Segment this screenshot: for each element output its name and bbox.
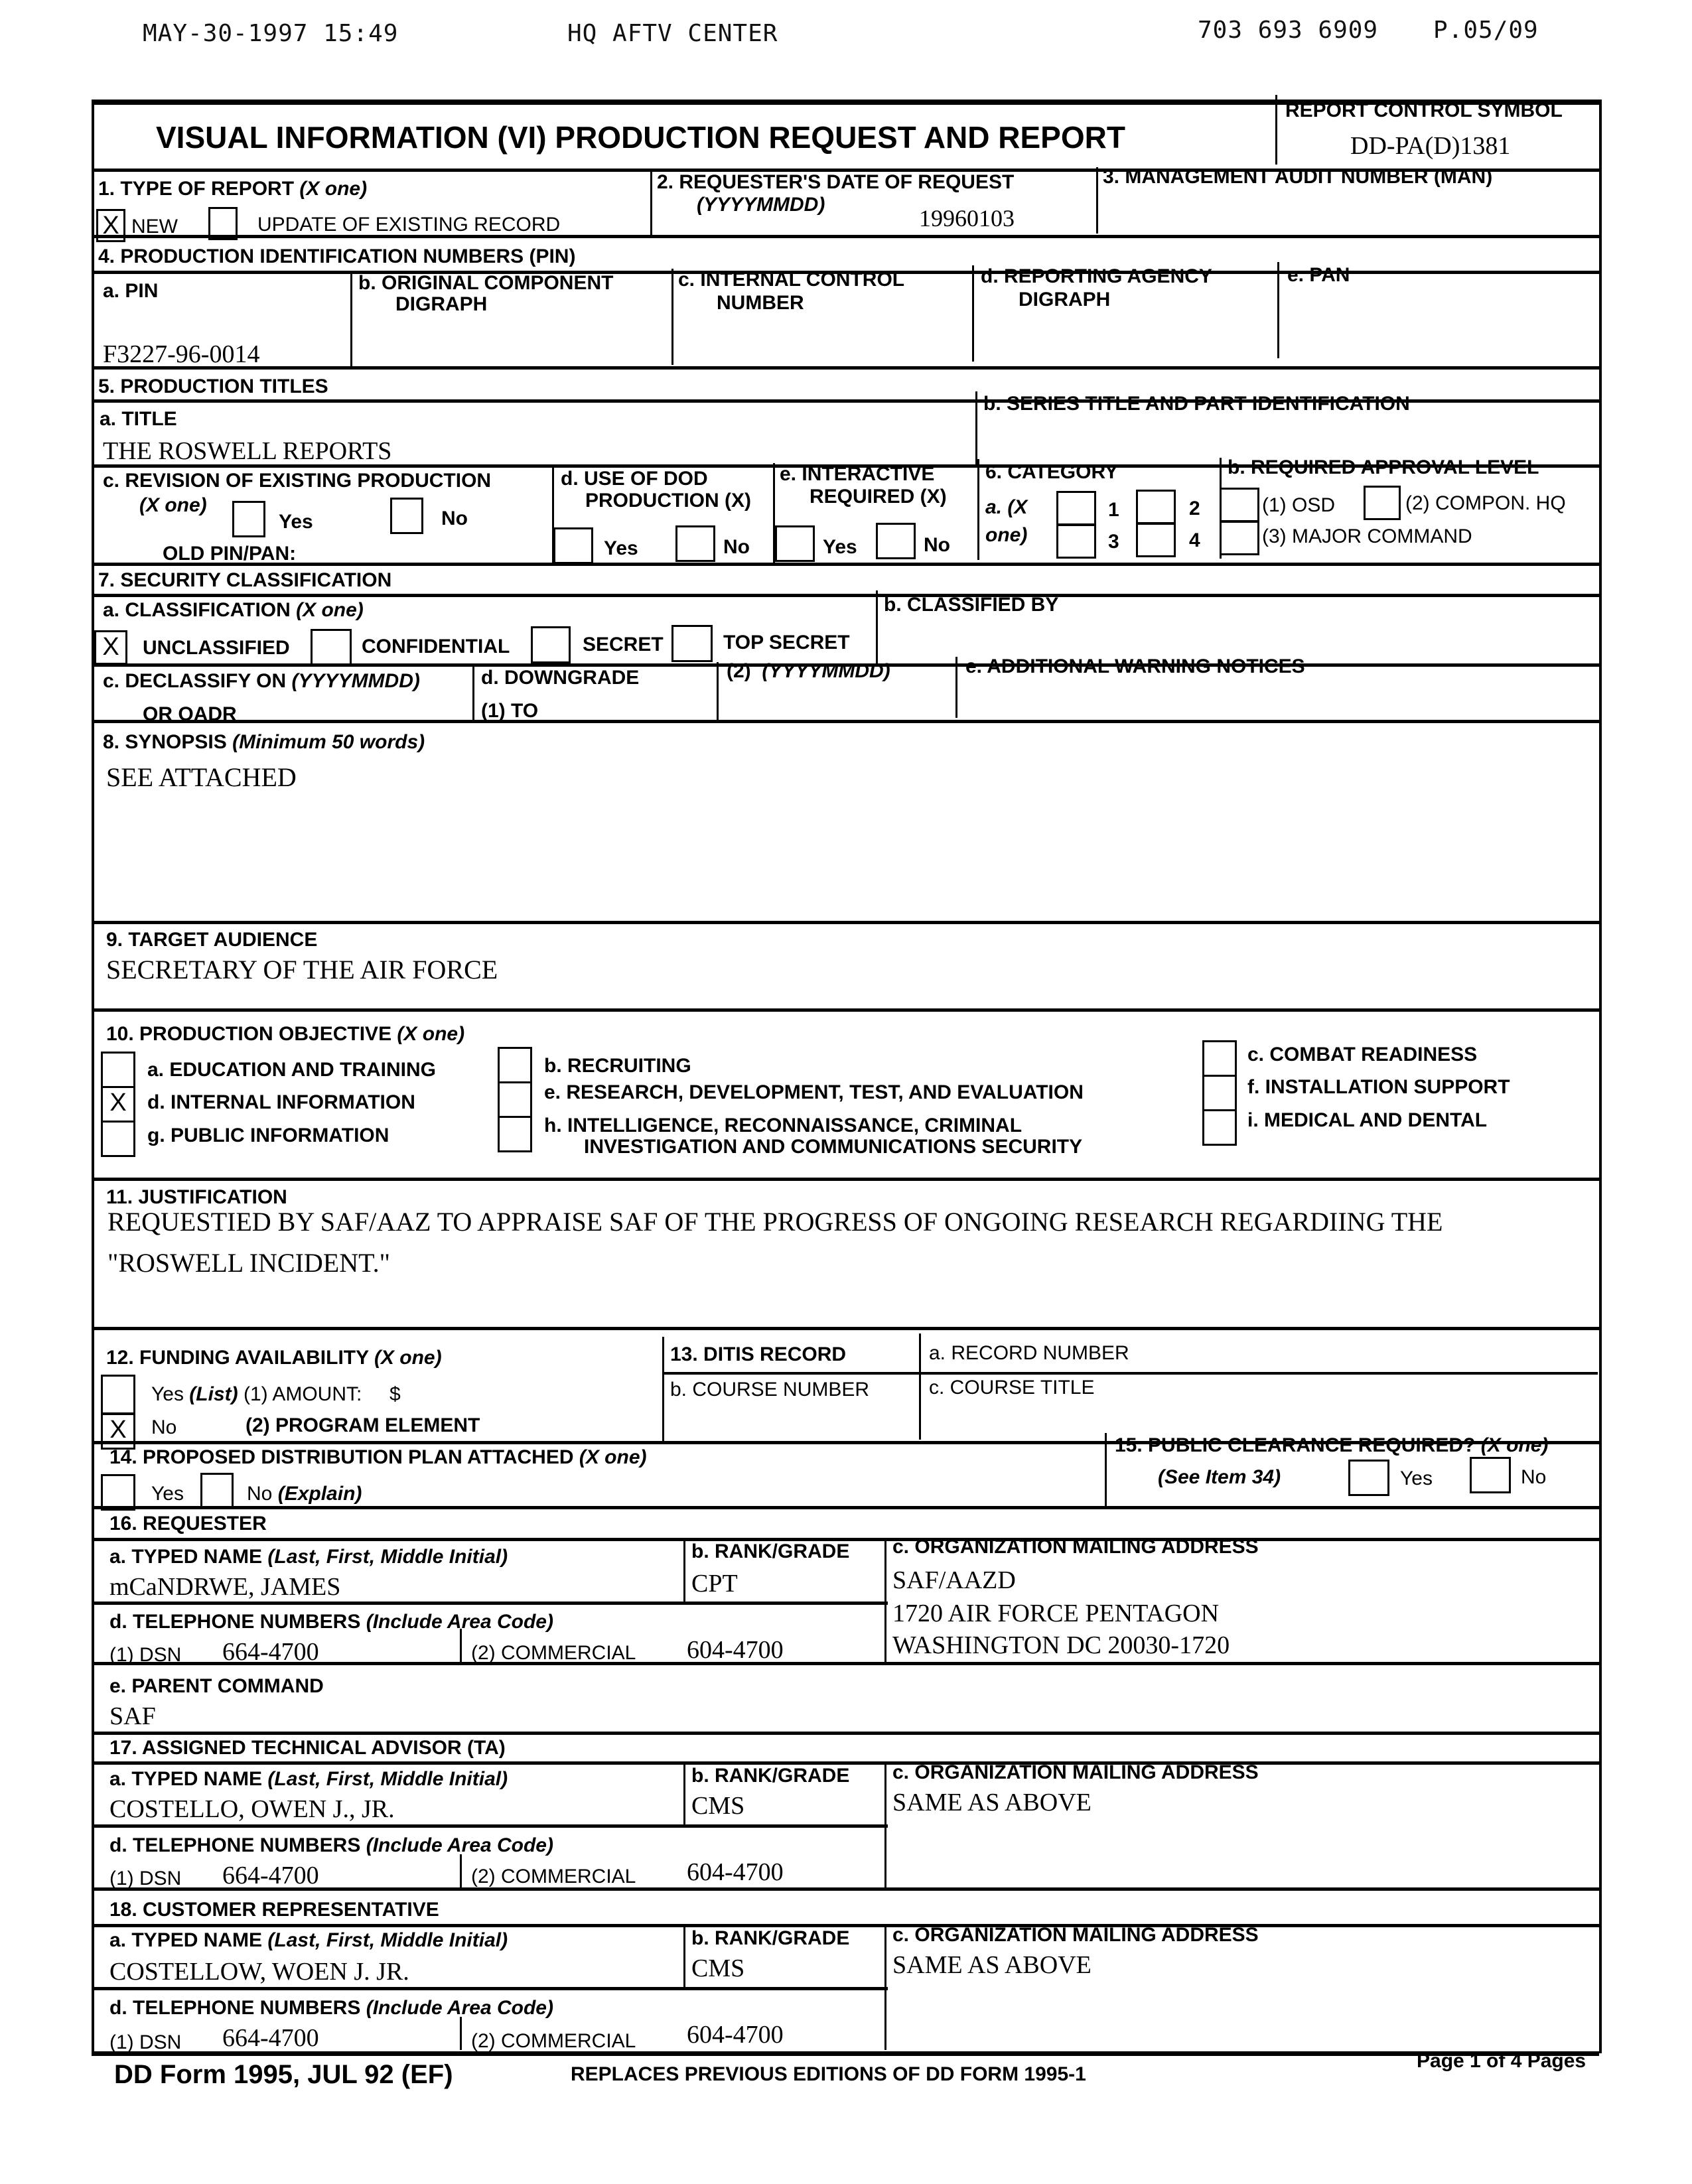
rule [92,921,1599,924]
revision-yes-label: Yes [279,511,313,533]
item2-hint: (YYYYMMDD) [697,194,825,216]
unclassified-checkbox[interactable]: X [94,630,127,665]
item4c-label-2: NUMBER [717,292,804,314]
item8-label [103,731,425,753]
form-title: VISUAL INFORMATION (VI) PRODUCTION REQUEST AND REPORT [156,120,1125,155]
divider [671,269,673,365]
item18d-hint: (Include Area Code) [366,1997,553,2019]
interactive-no-label: No [924,534,950,556]
rule [92,1662,1599,1665]
report-control-symbol: DD-PA(D)1381 [1350,132,1511,160]
item15-see: (See Item 34) [1158,1466,1281,1488]
divider [884,1761,886,1887]
rule [92,1178,1599,1181]
item7d2-hint: (YYYYMMDD) [762,660,890,682]
item15-label [1115,1434,1548,1456]
divider [1277,262,1279,358]
item4c-label: c. INTERNAL CONTROL [678,269,905,291]
funding-yes-hint: (List) [189,1383,238,1405]
ta-rank-field[interactable]: CMS [691,1792,745,1820]
requester-address-line-2[interactable]: 1720 AIR FORCE PENTAGON [892,1600,1220,1627]
objective-g-label: g. PUBLIC INFORMATION [147,1125,389,1146]
update-label: UPDATE OF EXISTING RECORD [257,214,561,236]
page-indicator: Page 1 of 4 Pages [1417,2050,1586,2072]
revision-yes-checkbox[interactable] [232,501,265,537]
item3-label: 3. MANAGEMENT AUDIT NUMBER (MAN) [1103,166,1493,188]
objective-h-checkbox[interactable] [498,1116,532,1152]
item5a-label: a. TITLE [100,408,177,430]
item6b-label: b. REQUIRED APPROVAL LEVEL [1228,456,1539,478]
funding-no-checkbox[interactable]: X [101,1413,135,1450]
fax-phone: 703 693 6909 [1198,17,1379,44]
item7a-label-text: a. CLASSIFICATION [103,599,291,621]
item17c-label: c. ORGANIZATION MAILING ADDRESS [892,1761,1259,1783]
item17d-hint: (Include Area Code) [366,1834,553,1856]
distribution-no-text: No [247,1483,273,1505]
requester-name-field[interactable]: mCaNDRWE, JAMES [109,1573,341,1601]
item17a-label-text: a. TYPED NAME [109,1768,263,1790]
confidential-label: CONFIDENTIAL [362,636,510,657]
item4d-label: d. REPORTING AGENCY [981,265,1212,287]
item17b-label: b. RANK/GRADE [691,1765,850,1787]
item18a-label [109,1929,508,1951]
customer-rank-field[interactable]: CMS [691,1954,745,1982]
rule [92,1602,888,1605]
objective-f-checkbox[interactable] [1202,1075,1237,1111]
rcs-divider [1275,95,1277,165]
item15-label-text: 15. PUBLIC CLEARANCE REQUIRED? [1115,1434,1476,1456]
item14-hint: (X one) [579,1446,647,1468]
rule [92,1008,1599,1012]
item16e-label: e. PARENT COMMAND [109,1675,324,1697]
objective-b-label: b. RECRUITING [544,1055,691,1077]
requester-address-line-1[interactable]: SAF/AAZD [892,1566,1016,1594]
divider [1105,1433,1107,1509]
confidential-checkbox[interactable] [311,629,352,665]
divider [876,590,878,663]
item7a-label [103,599,364,621]
rule [92,594,1599,597]
item18-label: 18. CUSTOMER REPRESENTATIVE [109,1899,439,1921]
category-4-label: 4 [1189,529,1200,551]
divider [977,459,979,560]
item16d-hint: (Include Area Code) [366,1611,553,1633]
ta-address-field[interactable]: SAME AS ABOVE [892,1789,1092,1816]
objective-f-label: f. INSTALLATION SUPPORT [1247,1076,1510,1098]
item4e-label: e. PAN [1287,264,1350,286]
item7e-label: e. ADDITIONAL WARNING NOTICES [965,655,1305,677]
item10-label [106,1023,464,1045]
rule [662,1372,1598,1375]
bottom-rule [92,2051,1599,2056]
funding-yes-label [151,1383,401,1405]
dod-yes-checkbox[interactable] [553,527,593,564]
divider [350,271,352,367]
item7c-label-text: c. DECLASSIFY ON [103,670,287,692]
item12-label-text: 12. FUNDING AVAILABILITY [106,1347,369,1369]
item7c-label [103,670,420,692]
item4b-label-2: DIGRAPH [395,293,488,315]
unclassified-label: UNCLASSIFIED [143,637,290,659]
item7a-hint: (X one) [296,599,364,621]
top-secret-label: TOP SECRET [723,632,850,653]
revision-no-label: No [441,508,468,529]
approval-osd-label: (1) OSD [1262,494,1336,516]
item6-label: 6. CATEGORY [985,461,1119,483]
new-label: NEW [131,216,178,238]
objective-e-label: e. RESEARCH, DEVELOPMENT, TEST, AND EVALUATION [544,1081,1084,1103]
dod-yes-label: Yes [604,537,638,559]
item7c-hint: (YYYYMMDD) [291,670,420,692]
old-pin-pan-label: OLD PIN/PAN: [163,543,297,565]
objective-a-label: a. EDUCATION AND TRAINING [147,1059,436,1081]
target-audience-field[interactable]: SECRETARY OF THE AIR FORCE [106,955,498,985]
item13c-label: c. COURSE TITLE [929,1377,1095,1399]
objective-g-checkbox[interactable] [101,1121,135,1157]
item17-label: 17. ASSIGNED TECHNICAL ADVISOR (TA) [109,1737,506,1759]
interactive-yes-checkbox[interactable] [775,525,815,562]
rule [92,1506,1599,1509]
objective-h-label: h. INTELLIGENCE, RECONNAISSANCE, CRIMINAL [544,1115,1022,1136]
rule [92,1732,1599,1735]
objective-i-checkbox[interactable] [1202,1109,1237,1146]
item10-hint: (X one) [397,1023,465,1045]
objective-h-label-2: INVESTIGATION AND COMMUNICATIONS SECURITY [584,1136,1083,1158]
secret-checkbox[interactable] [531,626,571,663]
divider [460,2017,462,2050]
requester-commercial-field[interactable]: 604-4700 [687,1636,784,1664]
objective-c-label: c. COMBAT READINESS [1247,1044,1478,1065]
item5d-label-2: PRODUCTION (X) [585,490,751,512]
parent-command-field[interactable]: SAF [109,1702,156,1730]
item4d-label-2: DIGRAPH [1019,289,1111,310]
category-2-checkbox[interactable] [1136,490,1176,524]
item11-label: 11. JUSTIFICATION [106,1186,287,1208]
customer-commercial-label: (2) COMMERCIAL [471,2030,636,2052]
distribution-no-hint: (Explain) [277,1483,362,1505]
amount-label: (1) AMOUNT: [243,1383,362,1405]
item5c-label: c. REVISION OF EXISTING PRODUCTION [103,470,492,492]
justification-line-1[interactable]: REQUESTIED BY SAF/AAZ TO APPRAISE SAF OF THE PROGRESS OF ONGOING RESEARCH REGARDIING THE [107,1207,1443,1237]
customer-address-field[interactable]: SAME AS ABOVE [892,1951,1092,1979]
category-1-checkbox[interactable] [1056,491,1096,525]
item1-label-text: 1. TYPE OF REPORT [98,178,295,200]
divider [975,391,977,464]
item12-label [106,1347,442,1369]
justification-line-2[interactable]: "ROSWELL INCIDENT." [107,1248,390,1278]
objective-a-checkbox[interactable] [101,1052,135,1088]
divider [683,1761,685,1826]
interactive-no-checkbox[interactable] [876,523,916,559]
item2-label: 2. REQUESTER'S DATE OF REQUEST [657,171,1015,193]
program-element-label: (2) PROGRAM ELEMENT [246,1414,480,1436]
approval-major-label: (3) MAJOR COMMAND [1262,525,1472,547]
divider [972,265,974,362]
divider [460,1854,462,1887]
ta-dsn-field[interactable]: 664-4700 [222,1862,319,1889]
requester-commercial-label: (2) COMMERCIAL [471,1642,636,1664]
item6a-label: a. (X [985,496,1028,518]
fax-page: P.05/09 [1433,17,1539,44]
interactive-yes-label: Yes [823,536,857,558]
rule [92,720,1599,723]
item16-label: 16. REQUESTER [109,1513,267,1535]
item8-label-text: 8. SYNOPSIS [103,731,227,753]
divider [683,1538,685,1603]
revision-no-checkbox[interactable] [390,498,423,534]
item7-label: 7. SECURITY CLASSIFICATION [98,569,392,591]
objective-c-checkbox[interactable] [1202,1040,1237,1077]
clearance-no-checkbox[interactable] [1470,1457,1511,1493]
item16d-label [109,1611,553,1633]
customer-commercial-field[interactable]: 604-4700 [687,2021,784,2049]
item17a-label [109,1768,508,1790]
item17d-label [109,1834,553,1856]
objective-e-checkbox[interactable] [498,1081,532,1118]
ta-name-field[interactable]: COSTELLO, OWEN J., JR. [109,1795,395,1823]
item13a-label: a. RECORD NUMBER [929,1342,1129,1364]
rule [92,1327,1599,1330]
item5e-label: e. INTERACTIVE [780,463,935,485]
dod-no-label: No [723,536,750,558]
divider [717,662,719,720]
replaces-note: REPLACES PREVIOUS EDITIONS OF DD FORM 1995-1 [571,2063,1086,2085]
form-id: DD Form 1995, JUL 92 (EF) [114,2060,453,2089]
rule [92,1987,888,1990]
item7d2-label [727,660,890,682]
requester-dsn-label: (1) DSN [109,1644,182,1666]
item7d-label: d. DOWNGRADE [481,667,640,689]
fax-sender: HQ AFTV CENTER [567,20,778,47]
distribution-yes-checkbox[interactable] [101,1474,135,1511]
item16b-label: b. RANK/GRADE [691,1540,850,1562]
ta-dsn-label: (1) DSN [109,1868,182,1889]
item15-hint: (X one) [1480,1434,1549,1456]
item14-label [109,1446,647,1468]
item9-label: 9. TARGET AUDIENCE [106,929,318,951]
item7c-label-2: OR OADR [143,703,237,725]
requester-address-line-3[interactable]: WASHINGTON DC 20030-1720 [892,1631,1230,1659]
customer-dsn-label: (1) DSN [109,2031,182,2053]
approval-compon-label: (2) COMPON. HQ [1405,492,1566,514]
item5d-label: d. USE OF DOD [561,468,708,490]
item13b-label: b. COURSE NUMBER [670,1379,870,1400]
clearance-yes-checkbox[interactable] [1348,1460,1389,1496]
divider [884,1924,886,2050]
clearance-no-label: No [1521,1466,1547,1488]
top-secret-checkbox[interactable] [671,625,713,662]
objective-d-label: d. INTERNAL INFORMATION [147,1091,415,1113]
divider [955,657,957,718]
divider [460,1629,462,1662]
fax-datetime: MAY-30-1997 15:49 [143,20,399,47]
pin-field[interactable]: F3227-96-0014 [103,340,260,368]
item10-label-text: 10. PRODUCTION OBJECTIVE [106,1023,392,1045]
amount-currency: $ [389,1383,401,1405]
distribution-no-checkbox[interactable] [200,1473,234,1509]
item16c-label: c. ORGANIZATION MAILING ADDRESS [892,1536,1259,1558]
title-field[interactable]: THE ROSWELL REPORTS [103,437,392,465]
rule [92,366,1599,370]
approval-compon-checkbox[interactable] [1364,486,1401,520]
divider [472,663,474,722]
objective-d-checkbox[interactable]: X [101,1086,135,1123]
item16a-hint: (Last, First, Middle Initial) [267,1546,508,1568]
item16d-label-text: d. TELEPHONE NUMBERS [109,1611,361,1633]
item4a-label: a. PIN [103,280,159,302]
funding-yes-checkbox[interactable] [101,1375,135,1414]
divider [662,1337,664,1443]
objective-i-label: i. MEDICAL AND DENTAL [1247,1109,1488,1131]
divider [884,1538,886,1664]
item16a-label [109,1546,508,1568]
distribution-no-label [247,1483,362,1505]
item8-hint: (Minimum 50 words) [232,731,425,753]
category-2-label: 2 [1189,498,1200,519]
category-4-checkbox[interactable] [1136,523,1176,557]
item5c-hint: (X one) [139,494,207,516]
rule [92,1887,1599,1891]
item13-label: 13. DITIS RECORD [670,1343,847,1365]
item18d-label-text: d. TELEPHONE NUMBERS [109,1997,361,2019]
requester-dsn-field[interactable]: 664-4700 [222,1638,319,1666]
divider [683,1924,685,1989]
rule [92,563,1599,566]
funding-no-label: No [151,1416,177,1438]
report-control-symbol-label: REPORT CONTROL SYMBOL [1285,100,1563,121]
item12-hint: (X one) [374,1347,442,1369]
item1-label [98,178,367,200]
item18b-label: b. RANK/GRADE [691,1927,850,1949]
item18d-label [109,1997,553,2019]
item5e-label-2: REQUIRED (X) [810,486,947,508]
ta-commercial-label: (2) COMMERCIAL [471,1866,636,1887]
item14-label-text: 14. PROPOSED DISTRIBUTION PLAN ATTACHED [109,1446,574,1468]
item18c-label: c. ORGANIZATION MAILING ADDRESS [892,1924,1259,1946]
customer-name-field[interactable]: COSTELLOW, WOEN J. JR. [109,1958,409,1986]
approval-major-checkbox[interactable] [1220,521,1259,555]
item6a-label-2: one) [985,524,1028,546]
customer-dsn-field[interactable]: 664-4700 [222,2024,319,2052]
dod-no-checkbox[interactable] [675,525,715,562]
item4b-label: b. ORIGINAL COMPONENT [358,272,614,294]
divider [919,1333,921,1440]
item16a-label-text: a. TYPED NAME [109,1546,263,1568]
new-checkbox[interactable]: X [96,209,125,242]
rule [92,1824,888,1828]
objective-b-checkbox[interactable] [498,1047,532,1083]
item5b-label: b. SERIES TITLE AND PART IDENTIFICATION [983,393,1410,415]
ta-commercial-field[interactable]: 604-4700 [687,1858,784,1886]
category-3-label: 3 [1108,531,1119,553]
requester-rank-field[interactable]: CPT [691,1570,738,1598]
item18a-hint: (Last, First, Middle Initial) [267,1929,508,1951]
distribution-yes-label: Yes [151,1483,184,1505]
secret-label: SECRET [583,634,664,655]
clearance-yes-label: Yes [1400,1467,1433,1489]
approval-osd-checkbox[interactable] [1220,488,1259,522]
synopsis-field[interactable]: SEE ATTACHED [106,762,297,792]
funding-yes-text: Yes [151,1383,184,1405]
rule [92,235,1599,238]
item4-label: 4. PRODUCTION IDENTIFICATION NUMBERS (PIN) [98,245,576,267]
item17d-label-text: d. TELEPHONE NUMBERS [109,1834,361,1856]
item18a-label-text: a. TYPED NAME [109,1929,263,1951]
request-date-field[interactable]: 19960103 [919,205,1015,232]
item7b-label: b. CLASSIFIED BY [884,594,1059,616]
item17a-hint: (Last, First, Middle Initial) [267,1768,508,1790]
item7d-to-label: (1) TO [481,700,539,722]
category-3-checkbox[interactable] [1056,524,1096,559]
item5-label: 5. PRODUCTION TITLES [98,375,328,397]
item7d2-num: (2) [727,660,751,682]
item1-hint: (X one) [299,178,368,200]
divider [1096,167,1098,234]
divider [650,169,652,235]
category-1-label: 1 [1108,499,1119,521]
